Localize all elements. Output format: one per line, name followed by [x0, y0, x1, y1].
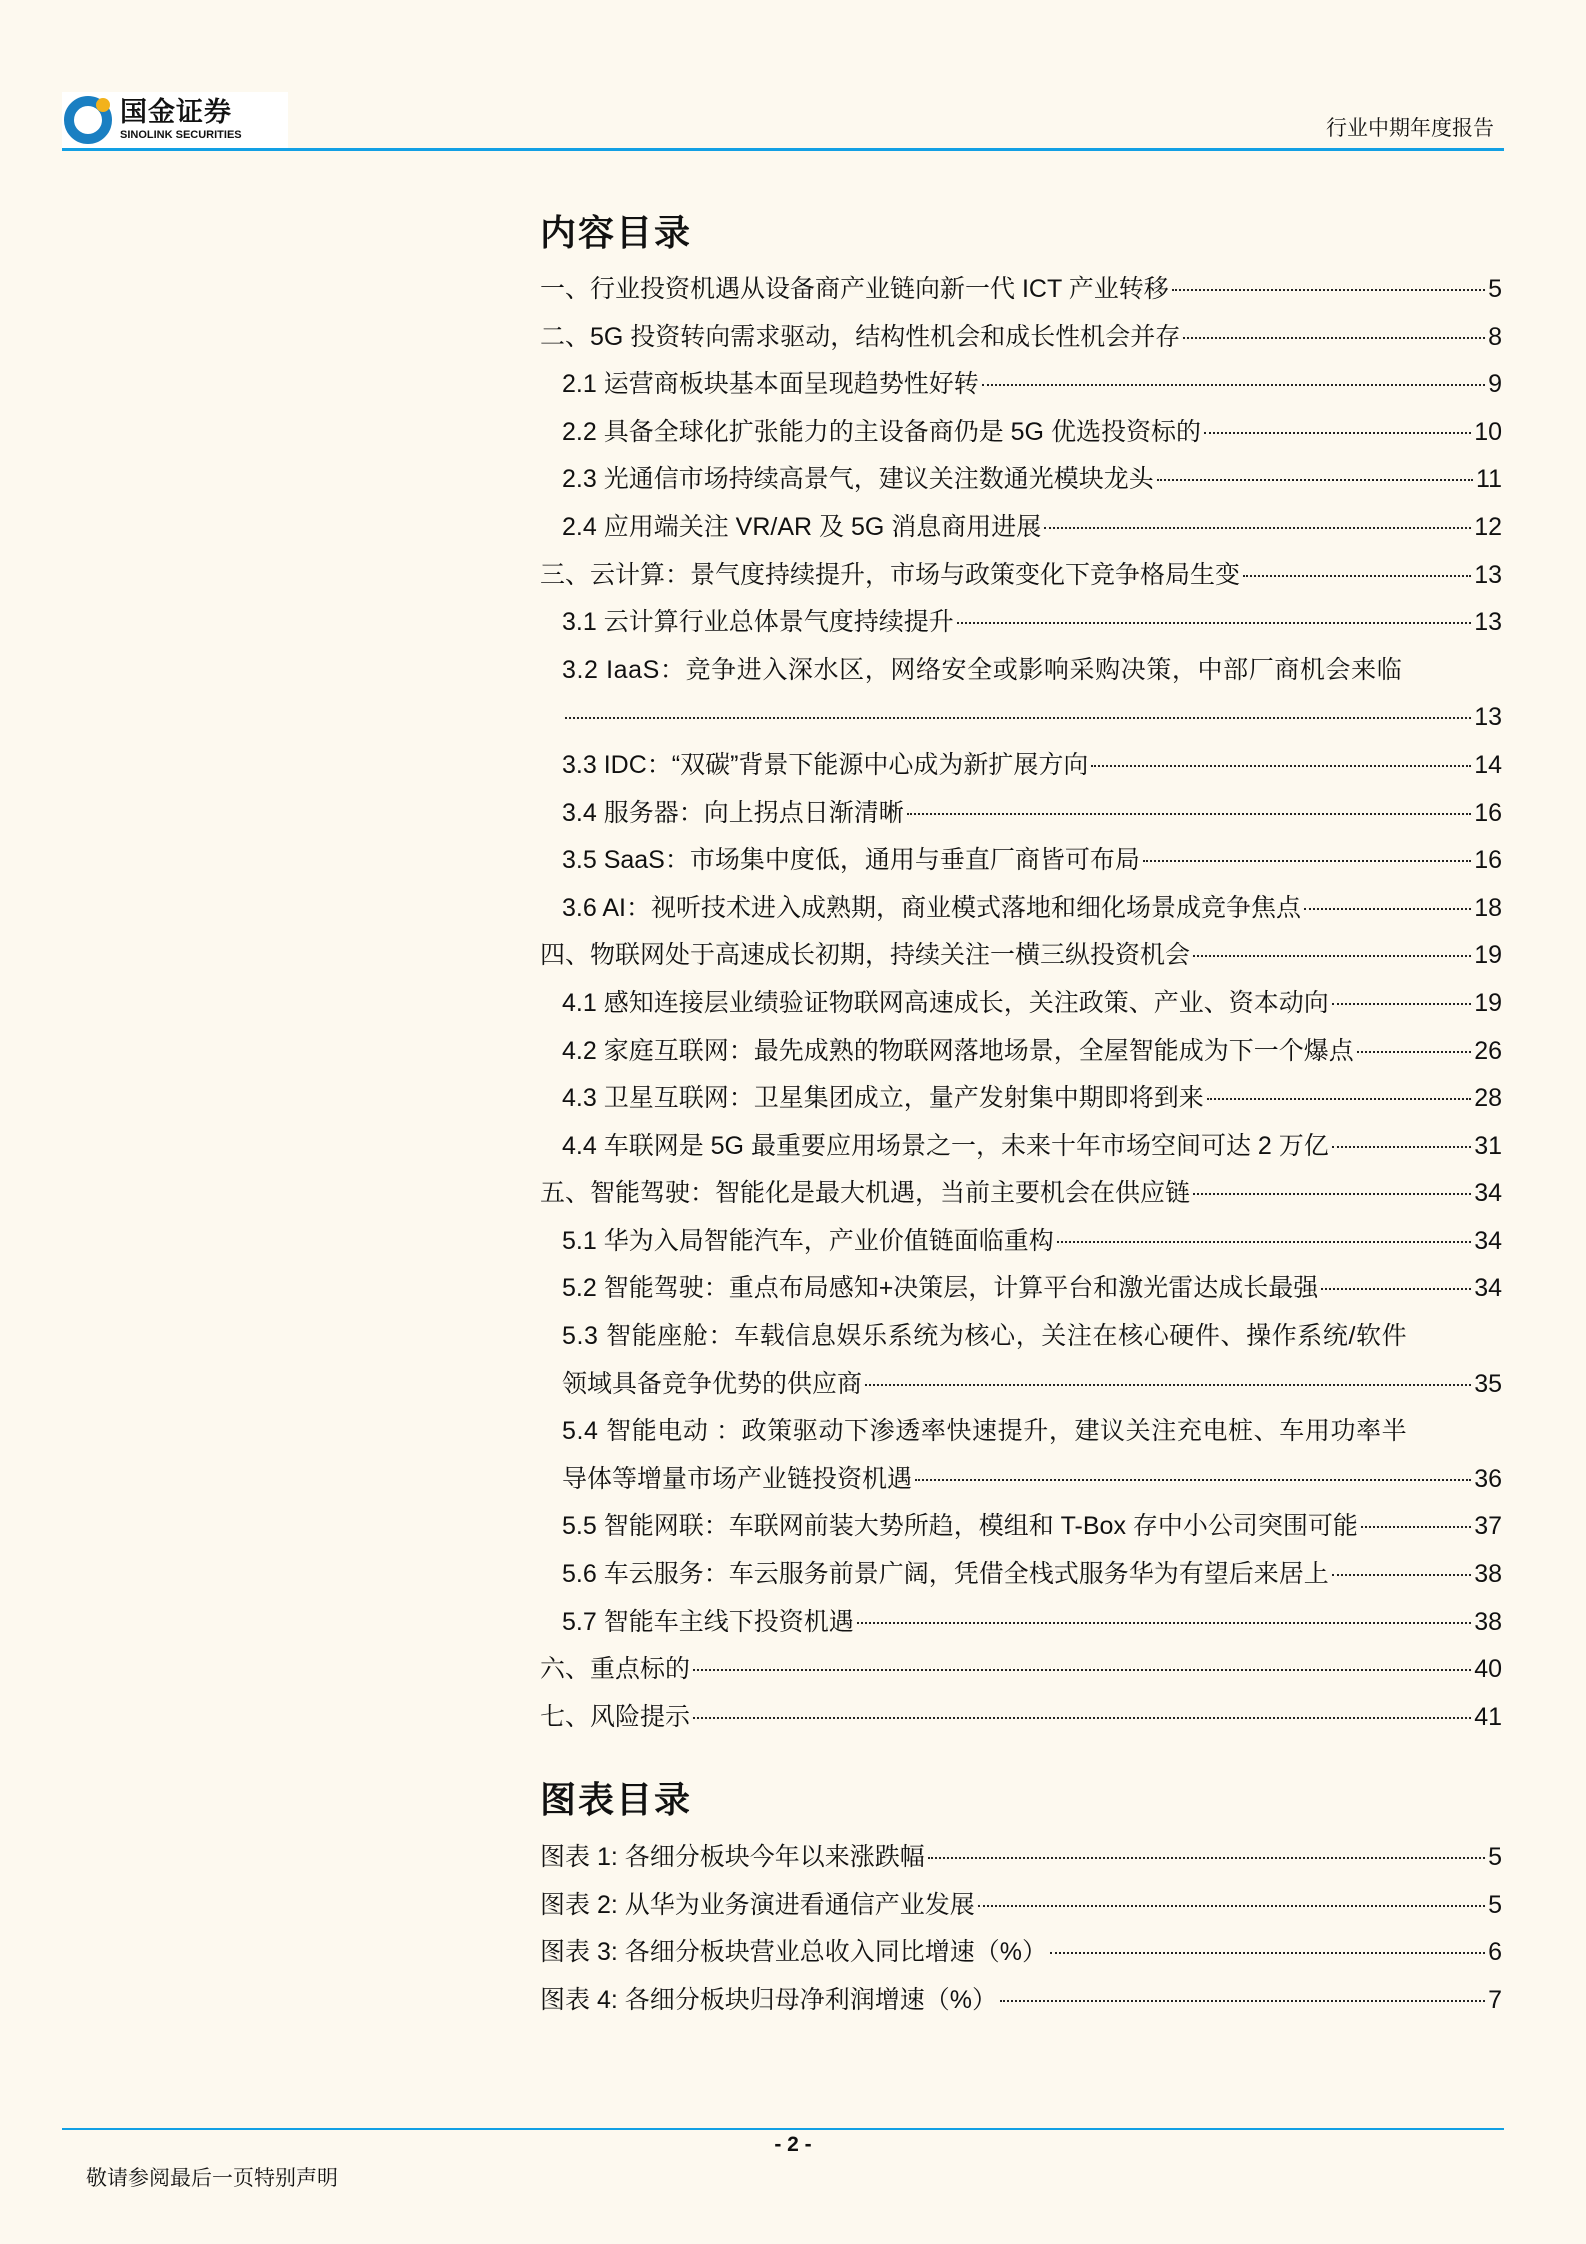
entry-page: 9 — [1488, 370, 1502, 399]
entry-page: 13 — [1474, 608, 1502, 637]
toc-entry[interactable] — [540, 980, 1502, 1028]
entry-label: 四、物联网处于高速成长初期，持续关注一横三纵投资机会 — [540, 941, 1191, 970]
entry-page: 19 — [1474, 988, 1502, 1017]
entry-label: 图表 4: 各细分板块归母净利润增速（%） — [540, 1985, 997, 2014]
entry-label: 图表 3: 各细分板块营业总收入同比增速（%） — [540, 1938, 1047, 1967]
entry-label: 一、行业投资机遇从设备商产业链向新一代 ICT 产业转移 — [540, 275, 1169, 303]
dot-leader — [915, 1479, 1471, 1481]
dot-leader — [1172, 289, 1485, 291]
entry-page: 13 — [1474, 560, 1502, 589]
entry-page: 8 — [1488, 322, 1502, 351]
dot-leader — [1361, 1526, 1471, 1528]
entry-label: 3.4 服务器：向上拐点日渐清晰 — [562, 798, 904, 827]
entry-label: 六、重点标的 — [540, 1655, 691, 1684]
dot-leader — [565, 717, 1471, 719]
entry-label: 4.1 感知连接层业绩验证物联网高速成长，关注政策、产业、资本动向 — [562, 988, 1329, 1017]
entry-page: 10 — [1474, 417, 1502, 446]
entry-label: 5.5 智能网联：车联网前装大势所趋，模组和 T-Box 存中小公司突围可能 — [562, 1512, 1358, 1541]
dot-leader — [928, 1857, 1485, 1859]
dot-leader — [693, 1669, 1471, 1671]
entry-label: 5.7 智能车主线下投资机遇 — [562, 1607, 854, 1636]
entry-label: 5.2 智能驾驶：重点布局感知+决策层，计算平台和激光雷达成长最强 — [562, 1274, 1319, 1303]
toc-entry[interactable] — [540, 885, 1502, 933]
dot-leader — [1050, 1952, 1485, 1954]
toc-entry[interactable] — [540, 1456, 1502, 1504]
toc-entry[interactable] — [540, 1599, 1502, 1647]
dot-leader — [1321, 1288, 1471, 1290]
entry-page: 34 — [1474, 1179, 1502, 1208]
toc-entry[interactable] — [540, 1694, 1502, 1742]
toc-entry[interactable] — [540, 1361, 1502, 1409]
toc-entry[interactable] — [540, 456, 1502, 504]
entry-page: 26 — [1474, 1036, 1502, 1065]
entry-label: 2.1 运营商板块基本面呈现趋势性好转 — [562, 370, 979, 399]
entry-page: 35 — [1474, 1369, 1502, 1398]
entry-page: 11 — [1476, 465, 1502, 494]
toc-entry[interactable] — [540, 409, 1502, 457]
entry-page: 14 — [1474, 750, 1502, 779]
dot-leader — [1044, 527, 1471, 529]
logo-cn: 国金证券 — [120, 97, 232, 128]
toc-entry[interactable] — [540, 361, 1502, 409]
dot-leader — [1357, 1051, 1471, 1053]
entry-label: 2.2 具备全球化扩张能力的主设备商仍是 5G 优选投资标的 — [562, 417, 1201, 446]
entry-label: 七、风险提示 — [540, 1702, 691, 1731]
toc-entry[interactable] — [540, 266, 1502, 314]
report-type: 行业中期年度报告 — [1326, 116, 1494, 140]
toc-entry[interactable] — [540, 1551, 1502, 1599]
entry-page: 16 — [1474, 846, 1502, 875]
figures-title: 图表目录 — [540, 1780, 693, 1821]
dot-leader — [957, 622, 1471, 624]
toc-entry[interactable] — [540, 1265, 1502, 1313]
entry-page: 40 — [1474, 1655, 1502, 1684]
entry-label: 2.4 应用端关注 VR/AR 及 5G 消息商用进展 — [562, 512, 1042, 541]
sinolink-logo — [62, 92, 288, 148]
entry-page: 36 — [1474, 1464, 1502, 1493]
entry-label: 4.4 车联网是 5G 最重要应用场景之一，未来十年市场空间可达 2 万亿 — [562, 1131, 1329, 1160]
disclaimer: 敬请参阅最后一页特别声明 — [86, 2166, 338, 2190]
entry-page: 28 — [1474, 1084, 1502, 1113]
entry-label: 图表 1: 各细分板块今年以来涨跌幅 — [540, 1843, 925, 1871]
dot-leader — [907, 813, 1471, 815]
dot-leader — [1157, 479, 1473, 481]
dot-leader — [982, 384, 1485, 386]
dot-leader — [1091, 765, 1471, 767]
dot-leader — [1000, 2000, 1485, 2002]
toc-entry[interactable] — [540, 599, 1502, 647]
header-divider — [62, 148, 1504, 151]
entry-label: 领域具备竞争优势的供应商 — [562, 1369, 863, 1398]
entry-page: 5 — [1488, 275, 1502, 303]
entry-label: 5.1 华为入局智能汽车，产业价值链面临重构 — [562, 1226, 1054, 1255]
toc-entry[interactable] — [540, 1834, 1502, 1882]
dot-leader — [1332, 1003, 1471, 1005]
toc-entry[interactable] — [540, 552, 1502, 600]
entry-label: 5.3 智能座舱：车载信息娱乐系统为核心，关注在核心硬件、操作系统/软件 — [562, 1322, 1408, 1351]
entry-page: 5 — [1488, 1843, 1502, 1871]
entry-label: 4.2 家庭互联网：最先成熟的物联网落地场景，全屋智能成为下一个爆点 — [562, 1036, 1354, 1065]
entry-label: 二、5G 投资转向需求驱动，结构性机会和成长性机会并存 — [540, 322, 1181, 351]
page-number: - 2 - — [774, 2133, 812, 2156]
entry-page: 41 — [1474, 1702, 1502, 1731]
entry-page: 5 — [1488, 1890, 1502, 1919]
entry-label: 导体等增量市场产业链投资机遇 — [562, 1464, 913, 1493]
toc-entry[interactable] — [540, 1170, 1502, 1218]
entry-page: 13 — [1474, 703, 1502, 732]
toc-entry[interactable] — [540, 1218, 1502, 1266]
entry-label: 3.5 SaaS：市场集中度低，通用与垂直厂商皆可布局 — [562, 846, 1140, 875]
entry-page: 37 — [1474, 1512, 1502, 1541]
dot-leader — [1057, 1241, 1471, 1243]
entry-label: 5.6 车云服务：车云服务前景广阔，凭借全栈式服务华为有望后来居上 — [562, 1560, 1329, 1589]
toc-entry[interactable] — [540, 1646, 1502, 1694]
entry-page: 34 — [1474, 1226, 1502, 1255]
entry-label: 4.3 卫星互联网：卫星集团成立，量产发射集中期即将到来 — [562, 1084, 1204, 1113]
figures-list — [540, 1834, 1502, 2024]
entry-page: 18 — [1474, 893, 1502, 922]
footer-divider — [62, 2128, 1504, 2130]
entry-label: 三、云计算：景气度持续提升，市场与政策变化下竞争格局生变 — [540, 560, 1241, 589]
dot-leader — [857, 1622, 1471, 1624]
toc-entry[interactable] — [540, 1977, 1502, 2025]
entry-label: 5.4 智能电动 ：政策驱动下渗透率快速提升，建议关注充电桩、车用功率半 — [562, 1417, 1408, 1446]
toc-title: 内容目录 — [540, 213, 693, 254]
entry-page: 19 — [1474, 941, 1502, 970]
toc-entry[interactable] — [540, 694, 1502, 742]
dot-leader — [1332, 1574, 1471, 1576]
dot-leader — [978, 1905, 1485, 1907]
dot-leader — [1304, 908, 1471, 910]
toc-entry[interactable] — [540, 647, 1502, 695]
entry-label: 3.3 IDC：“双碳”背景下能源中心成为新扩展方向 — [562, 750, 1089, 779]
dot-leader — [1243, 575, 1471, 577]
dot-leader — [693, 1717, 1471, 1719]
toc-entry[interactable] — [540, 504, 1502, 552]
toc-entry[interactable] — [540, 1929, 1502, 1977]
entry-page: 16 — [1474, 798, 1502, 827]
logo-en: SINOLINK SECURITIES — [120, 129, 242, 141]
toc-entry[interactable] — [540, 837, 1502, 885]
toc-entry[interactable] — [540, 1313, 1502, 1361]
toc-entry[interactable] — [540, 1075, 1502, 1123]
toc-entry[interactable] — [540, 314, 1502, 362]
toc-entry[interactable] — [540, 742, 1502, 790]
entry-page: 6 — [1488, 1938, 1502, 1967]
toc-entry[interactable] — [540, 1503, 1502, 1551]
entry-page: 34 — [1474, 1274, 1502, 1303]
dot-leader — [1207, 1098, 1471, 1100]
entry-label: 3.6 AI：视听技术进入成熟期，商业模式落地和细化场景成竞争焦点 — [562, 893, 1301, 922]
entry-label: 2.3 光通信市场持续高景气，建议关注数通光模块龙头 — [562, 465, 1154, 494]
dot-leader — [1204, 432, 1471, 434]
entry-page: 7 — [1488, 1985, 1502, 2014]
toc-entry[interactable] — [540, 790, 1502, 838]
entry-page: 31 — [1474, 1131, 1502, 1160]
toc-entry[interactable] — [540, 1408, 1502, 1456]
entry-page: 38 — [1474, 1607, 1502, 1636]
toc-entry[interactable] — [540, 1123, 1502, 1171]
entry-label: 图表 2: 从华为业务演进看通信产业发展 — [540, 1890, 975, 1919]
toc-list — [540, 266, 1502, 1741]
logo-mark-icon — [64, 96, 112, 144]
toc-entry[interactable] — [540, 1028, 1502, 1076]
dot-leader — [1143, 860, 1471, 862]
entry-label: 3.2 IaaS：竞争进入深水区，网络安全或影响采购决策，中部厂商机会来临 — [562, 655, 1403, 684]
entry-page: 38 — [1474, 1560, 1502, 1589]
toc-entry[interactable] — [540, 1882, 1502, 1930]
entry-label: 五、智能驾驶：智能化是最大机遇，当前主要机会在供应链 — [540, 1179, 1191, 1208]
dot-leader — [1193, 955, 1471, 957]
entry-page: 12 — [1474, 512, 1502, 541]
dot-leader — [1183, 337, 1485, 339]
entry-label: 3.1 云计算行业总体景气度持续提升 — [562, 608, 954, 637]
dot-leader — [865, 1384, 1471, 1386]
toc-entry[interactable] — [540, 932, 1502, 980]
dot-leader — [1193, 1193, 1471, 1195]
dot-leader — [1332, 1146, 1471, 1148]
